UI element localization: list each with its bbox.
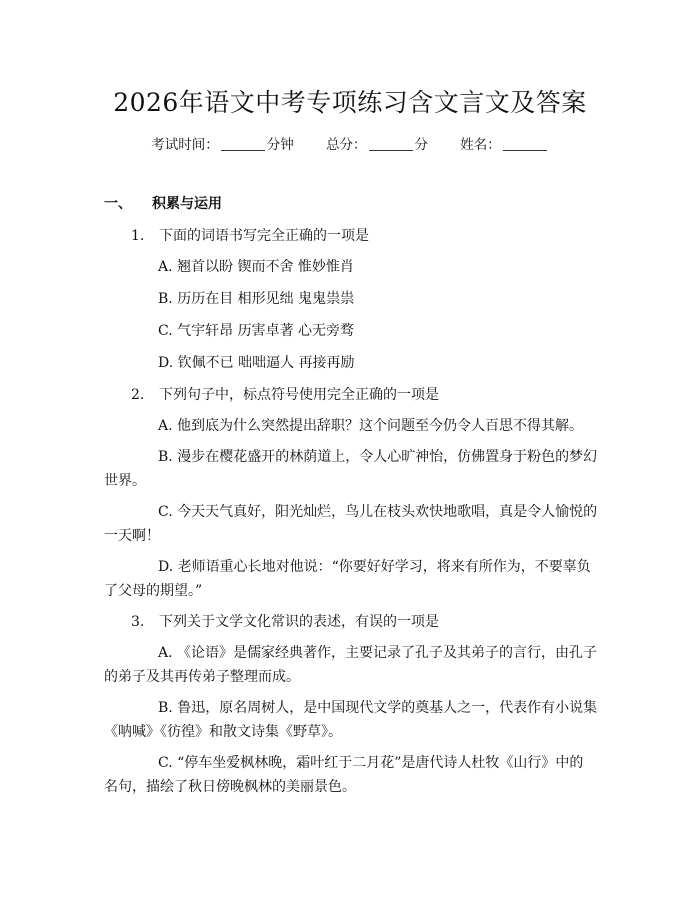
page-title: 2026年语文中考专项练习含文言文及答案 — [113, 88, 587, 117]
q2-option-b-continued: 世界。 — [104, 473, 146, 489]
q3-option-b-continued: 《呐喊》《彷徨》和散文诗集《野草》。 — [104, 724, 342, 740]
time-blank — [221, 149, 265, 151]
q2-option-a: A. 他到底为什么突然提出辞职？这个问题至今仍令人百思不得其解。 — [158, 418, 584, 434]
question-text: 下列关于文学文化常识的表述，有误的一项是 — [159, 614, 439, 630]
time-unit: 分钟 — [266, 137, 294, 153]
q2-option-b: B. 漫步在樱花盛开的林荫道上，令人心旷神怡，仿佛置身于粉色的梦幻 — [158, 449, 598, 465]
section-number: 一、 — [104, 196, 132, 212]
q2-option-d-continued: 了父母的期望。” — [104, 583, 203, 599]
time-label: 考试时间： — [151, 137, 219, 153]
question-2 — [131, 384, 439, 404]
name-label: 姓名： — [460, 137, 501, 153]
q2-option-c: C. 今天天气真好，阳光灿烂，鸟儿在枝头欢快地歌唱，真是令人愉悦的 — [158, 504, 598, 520]
score-unit: 分 — [414, 137, 428, 153]
q3-option-c-continued: 名句，描绘了秋日傍晚枫林的美丽景色。 — [104, 779, 356, 795]
question-number: 1. — [131, 228, 145, 244]
question-3 — [131, 611, 439, 631]
exam-time — [151, 137, 294, 153]
q1-option-d: D. 钦佩不已 咄咄逼人 再接再励 — [158, 355, 355, 371]
q3-option-b: B. 鲁迅，原名周树人，是中国现代文学的奠基人之一，代表作有小说集 — [158, 700, 598, 716]
question-text: 下列句子中，标点符号使用完全正确的一项是 — [159, 387, 439, 403]
question-text: 下面的词语书写完全正确的一项是 — [159, 228, 369, 244]
section-title: 积累与运用 — [152, 196, 222, 212]
q3-option-c: C. “停车坐爱枫林晚，霜叶红于二月花”是唐代诗人杜牧《山行》中的 — [158, 755, 584, 771]
exam-score — [326, 137, 428, 153]
q2-option-d: D. 老师语重心长地对他说：“你要好好学习，将来有所作为，不要辜负 — [158, 559, 591, 575]
q2-option-c-continued: 一天啊！ — [104, 528, 160, 544]
q1-option-c: C. 气宇轩昂 历害卓著 心无旁骛 — [158, 323, 355, 339]
question-number: 2. — [131, 387, 145, 403]
q1-option-a: A. 翘首以盼 锲而不舍 惟妙惟肖 — [158, 259, 354, 275]
exam-meta — [0, 133, 700, 153]
question-number: 3. — [131, 614, 145, 630]
q1-option-b: B. 历历在目 相形见绌 鬼鬼祟祟 — [158, 291, 355, 307]
section-heading — [104, 193, 222, 213]
score-blank — [369, 149, 413, 151]
score-label: 总分： — [326, 137, 367, 153]
name-blank — [503, 149, 547, 151]
exam-name — [460, 137, 549, 153]
q3-option-a: A. 《论语》是儒家经典著作，主要记录了孔子及其弟子的言行，由孔子 — [158, 645, 598, 661]
question-1 — [131, 225, 369, 245]
q3-option-a-continued: 的弟子及其再传弟子整理而成。 — [104, 669, 300, 685]
